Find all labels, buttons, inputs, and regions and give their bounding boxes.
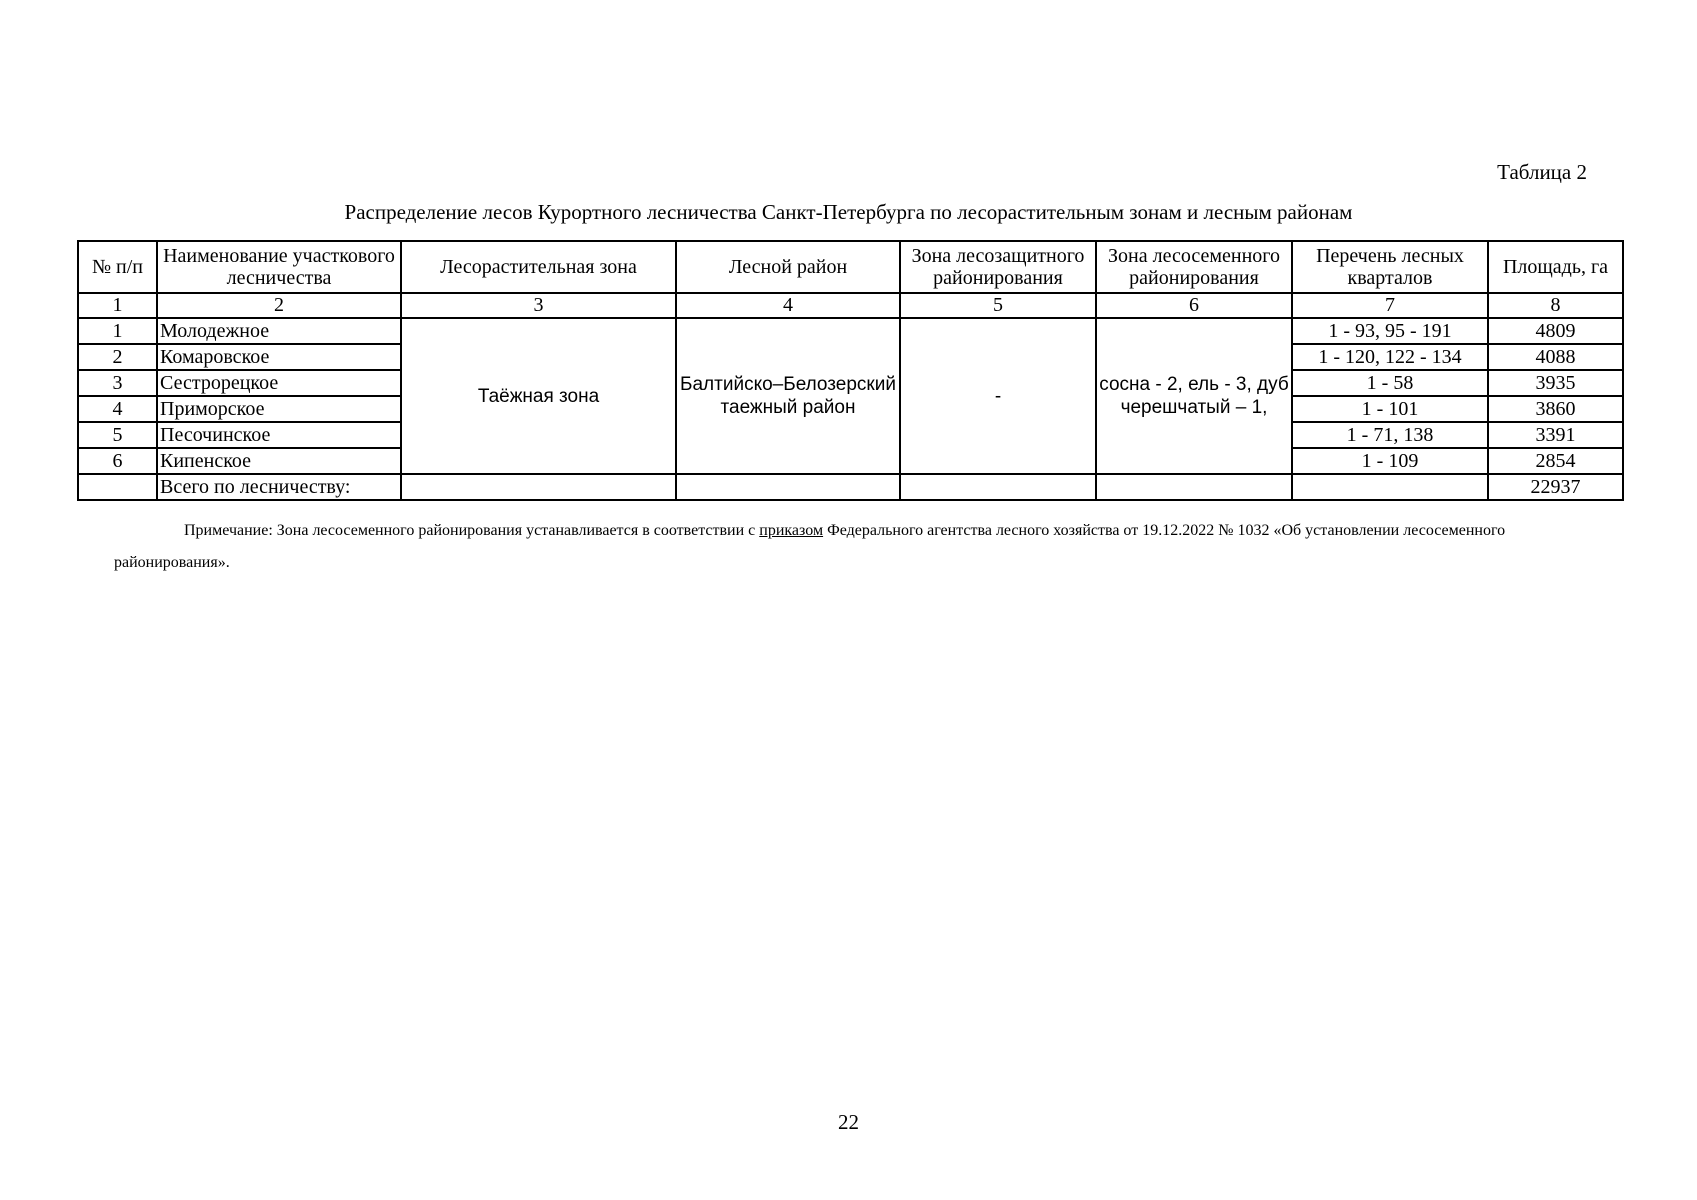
- column-number: 4: [676, 293, 900, 318]
- column-number: 6: [1096, 293, 1292, 318]
- quarters: 1 - 109: [1292, 448, 1488, 474]
- column-number-row: [78, 293, 1623, 318]
- empty-cell: [78, 474, 157, 500]
- forest-district: Балтийско–Белозерский таежный район: [676, 318, 900, 474]
- footnote: [114, 515, 1584, 579]
- row-number: 6: [78, 448, 157, 474]
- column-number: 8: [1488, 293, 1623, 318]
- forestry-name: Кипенское: [157, 448, 401, 474]
- table-header-row: [78, 241, 1623, 293]
- table-title: Распределение лесов Курортного лесничества Санкт-Петербурга по лесорастительным зонам и лесным районам: [344, 200, 1353, 224]
- header-cell: Зона лесосеменного районирования: [1096, 241, 1292, 293]
- forestry-name: Комаровское: [157, 344, 401, 370]
- row-number: 1: [78, 318, 157, 344]
- header-cell: Перечень лесных кварталов: [1292, 241, 1488, 293]
- header-cell: Зона лесозащитного районирования: [900, 241, 1096, 293]
- empty-cell: [1096, 474, 1292, 500]
- forestry-name: Песочинское: [157, 422, 401, 448]
- forestry-name: Молодежное: [157, 318, 401, 344]
- area: 4088: [1488, 344, 1623, 370]
- total-label: Всего по лесничеству:: [157, 474, 401, 500]
- header-cell: Лесорастительная зона: [401, 241, 676, 293]
- forestry-name: Приморское: [157, 396, 401, 422]
- order-link[interactable]: приказом: [759, 522, 824, 539]
- footnote-text: Примечание: Зона лесосеменного районирования устанавливается в соответствии с: [184, 522, 760, 539]
- total-area: 22937: [1488, 474, 1623, 500]
- page-number: 22: [838, 1110, 859, 1134]
- forest-distribution-table: [77, 240, 1624, 501]
- area: 3860: [1488, 396, 1623, 422]
- header-cell: Площадь, га: [1488, 241, 1623, 293]
- column-number: 1: [78, 293, 157, 318]
- quarters: 1 - 101: [1292, 396, 1488, 422]
- area: 4809: [1488, 318, 1623, 344]
- empty-cell: [1292, 474, 1488, 500]
- area: 2854: [1488, 448, 1623, 474]
- quarters: 1 - 71, 138: [1292, 422, 1488, 448]
- row-number: 4: [78, 396, 157, 422]
- footnote-text-end: Федерального агентства лесного хозяйства от 19.12.2022 № 1032 «Об установлении лесосеменного районирования».: [114, 522, 1506, 571]
- column-number: 7: [1292, 293, 1488, 318]
- empty-cell: [900, 474, 1096, 500]
- area: 3935: [1488, 370, 1623, 396]
- header-cell: Наименование участкового лесничества: [157, 241, 401, 293]
- header-cell: № п/п: [78, 241, 157, 293]
- table-caption: Таблица 2: [1497, 160, 1587, 184]
- column-number: 2: [157, 293, 401, 318]
- quarters: 1 - 58: [1292, 370, 1488, 396]
- header-cell: Лесной район: [676, 241, 900, 293]
- row-number: 5: [78, 422, 157, 448]
- empty-cell: [676, 474, 900, 500]
- protection-zone: -: [900, 318, 1096, 474]
- empty-cell: [401, 474, 676, 500]
- column-number: 5: [900, 293, 1096, 318]
- row-number: 2: [78, 344, 157, 370]
- area: 3391: [1488, 422, 1623, 448]
- seed-zone: сосна - 2, ель - 3, дуб черешчатый – 1,: [1096, 318, 1292, 474]
- row-number: 3: [78, 370, 157, 396]
- total-row: [78, 474, 1623, 500]
- quarters: 1 - 120, 122 - 134: [1292, 344, 1488, 370]
- forest-zone: Таёжная зона: [401, 318, 676, 474]
- column-number: 3: [401, 293, 676, 318]
- table-row: [78, 318, 1623, 344]
- forestry-name: Сестрорецкое: [157, 370, 401, 396]
- quarters: 1 - 93, 95 - 191: [1292, 318, 1488, 344]
